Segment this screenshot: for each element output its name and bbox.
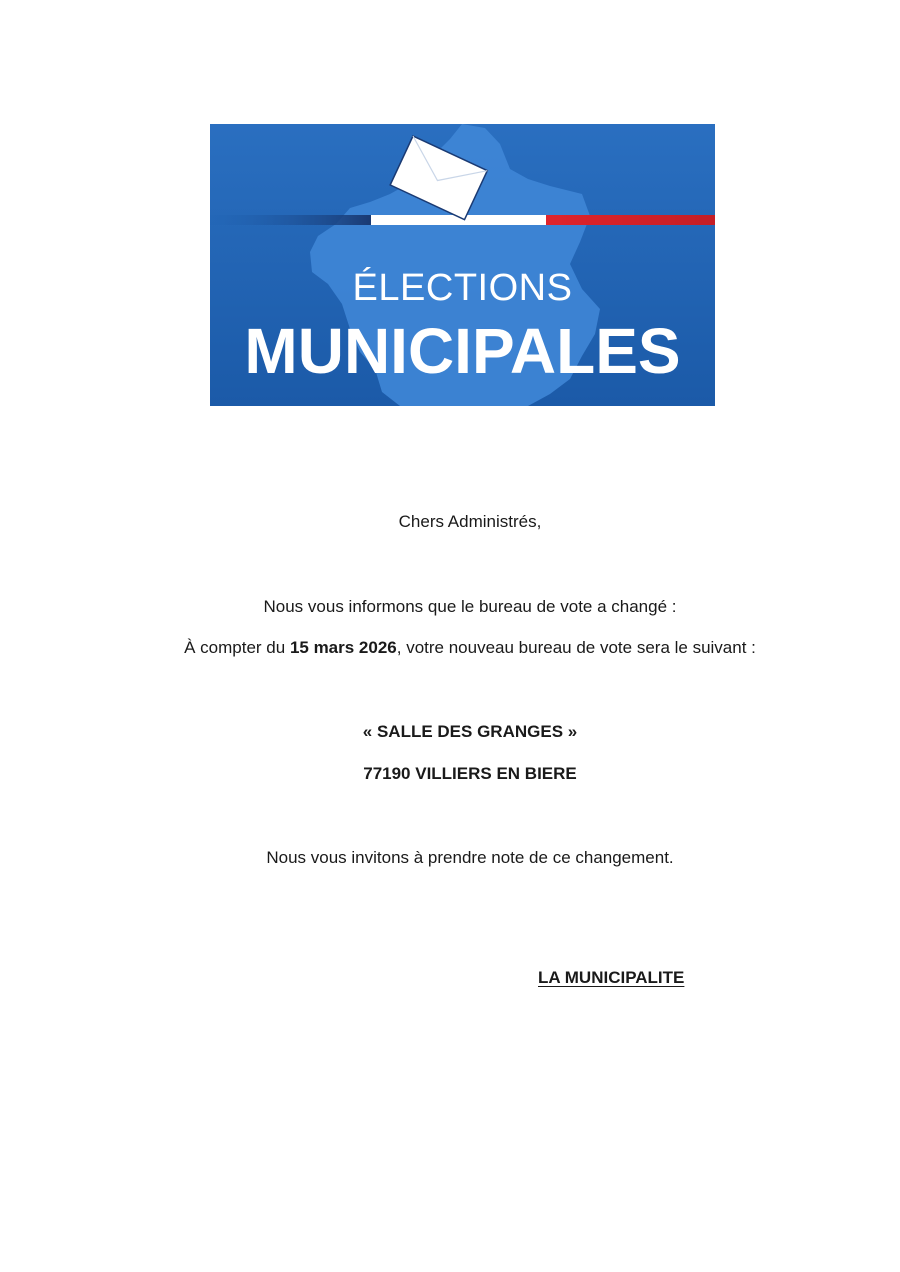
polling-venue: « SALLE DES GRANGES »: [362, 722, 578, 741]
closing-line: Nous vous invitons à prendre note de ce changement.: [266, 848, 674, 867]
info-line-2-after: , votre nouveau bureau de vote sera le suivant :: [396, 638, 756, 657]
flag-red-stripe: [546, 215, 715, 225]
info-line-1: Nous vous informons que le bureau de vote a changé :: [263, 597, 677, 616]
info-line-2-before: À compter du: [184, 638, 290, 657]
signature: LA MUNICIPALITE: [538, 968, 685, 987]
election-date: 15 mars 2026: [289, 638, 397, 657]
info-line-2: [20, 638, 900, 658]
banner-title-municipales: MUNICIPALES: [244, 315, 681, 387]
polling-address: 77190 VILLIERS EN BIERE: [363, 764, 577, 783]
elections-banner: [210, 124, 715, 406]
salutation: Chers Administrés,: [398, 512, 542, 531]
banner-title-elections: ÉLECTIONS: [352, 267, 573, 309]
flag-blue-stripe: [210, 215, 371, 225]
